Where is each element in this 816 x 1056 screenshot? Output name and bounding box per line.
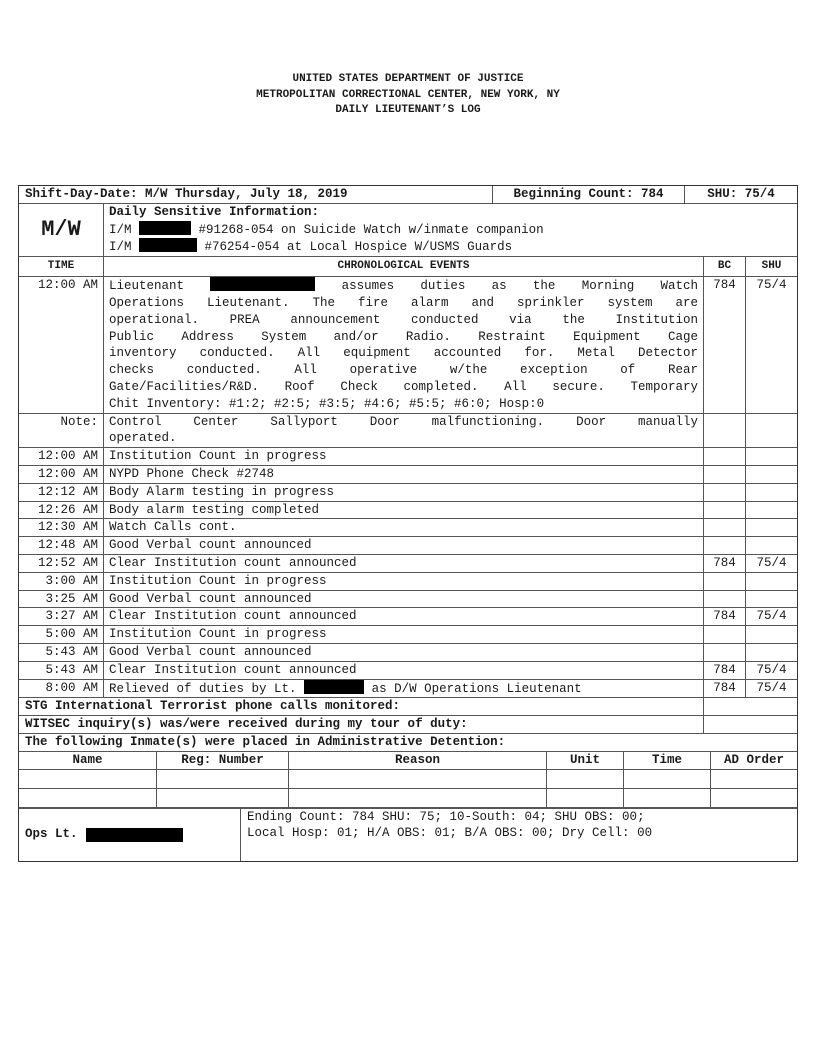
column-header-row (19, 257, 797, 277)
note-row (19, 414, 797, 449)
entry-shu (746, 502, 797, 519)
witsec-row (19, 716, 797, 734)
log-entry (19, 573, 797, 591)
entry-bc (704, 502, 746, 519)
entry-bc: 784 (704, 662, 746, 679)
ops-lt-label: Ops Lt. (25, 827, 78, 842)
entry-shu: 75/4 (756, 609, 787, 624)
entry-event: Institution Count in progress (104, 626, 704, 643)
ad-title: The following Inmate(s) were placed in Administrative Detention: (25, 734, 506, 749)
stg-row (19, 698, 797, 716)
note-line-2: operated. (109, 431, 177, 446)
first-entry-line: operational. PREA announcement conducted via the Institution (109, 312, 698, 327)
document-header (0, 72, 816, 119)
entry-bc (704, 591, 746, 608)
note-text (104, 414, 704, 448)
relieved-prefix: Relieved of duties by Lt. (109, 681, 297, 696)
first-entry-line: Chit Inventory: #1:2; #2:5; #3:5; #4:6; #5:5; #6:0; Hosp:0 (109, 396, 545, 411)
entry-shu: 75/4 (756, 555, 787, 570)
entry-bc (704, 537, 746, 554)
entry-shu (746, 573, 797, 590)
first-entry-line: Operations Lieutenant. The fire alarm and sprinkler system are (109, 295, 698, 310)
entry-bc (704, 448, 746, 465)
ad-col-time: Time (624, 752, 711, 769)
sensitive-line-1 (109, 221, 792, 239)
log-entry-first (19, 277, 797, 413)
entry-time: 12:00 AM (19, 448, 104, 465)
entry-bc (704, 519, 746, 536)
entry-bc (704, 484, 746, 501)
ad-col-name: Name (19, 752, 157, 769)
header-line-3: DAILY LIEUTENANT’S LOG (335, 104, 481, 116)
log-entry (19, 662, 797, 680)
stg-text: STG International Terrorist phone calls monitored: (19, 698, 704, 715)
ad-cell (289, 770, 547, 788)
sensitive-line-2-text: #76254-054 at Local Hospice W/USMS Guards (204, 240, 513, 255)
shu-count: SHU: 75/4 (707, 187, 775, 201)
col-bc: BC (704, 257, 746, 276)
entry-shu: 75/4 (756, 278, 787, 293)
ad-empty-row (19, 770, 797, 789)
entry-time: 12:12 AM (19, 484, 104, 501)
entry-bc: 784 (704, 608, 746, 625)
shift-row (19, 186, 797, 204)
footer-row (19, 808, 797, 861)
sensitive-line-1-prefix: I/M (109, 222, 132, 237)
entry-time: 12:30 AM (19, 519, 104, 536)
col-events: CHRONOLOGICAL EVENTS (104, 257, 704, 276)
ad-col-order: AD Order (723, 752, 784, 767)
log-entry (19, 608, 797, 626)
first-entry-prefix: Lieutenant (109, 279, 185, 294)
log-entry (19, 555, 797, 573)
note-bc (704, 414, 746, 448)
log-entry (19, 591, 797, 609)
redaction-bar (86, 828, 183, 842)
ad-cell (711, 789, 797, 807)
entry-event: Institution Count in progress (104, 448, 704, 465)
ad-empty-row (19, 789, 797, 808)
entry-event: Body alarm testing completed (104, 502, 704, 519)
entry-event (104, 680, 704, 698)
entry-shu (746, 537, 797, 554)
first-entry-line: Public Address System and/or Radio. Restraint Equipment Cage (109, 329, 698, 344)
entry-event: Clear Institution count announced (104, 608, 704, 625)
entry-bc: 784 (704, 680, 746, 698)
sensitive-row (19, 204, 797, 257)
log-entry (19, 448, 797, 466)
entry-event (104, 277, 704, 412)
entry-shu (746, 519, 797, 536)
log-entry (19, 626, 797, 644)
note-line-1: Control Center Sallyport Door malfunctioning. Door manually (109, 414, 698, 429)
ending-count-line-1: Ending Count: 784 SHU: 75; 10-South: 04; SHU OBS: 00; (247, 809, 645, 824)
entry-time: 3:00 AM (19, 573, 104, 590)
stg-value (704, 698, 797, 715)
entry-shu (746, 591, 797, 608)
redaction-bar (210, 277, 315, 291)
first-entry-line: inventory conducted. All equipment accounted for. Metal Detector (109, 346, 698, 361)
shift-day-date: Shift-Day-Date: M/W Thursday, July 18, 2019 (19, 186, 493, 203)
ad-col-unit: Unit (547, 752, 624, 769)
entry-time: 12:00 AM (19, 277, 104, 412)
entry-time: 12:26 AM (19, 502, 104, 519)
witsec-text: WITSEC inquiry(s) was/were received during my tour of duty: (19, 716, 704, 733)
relieved-suffix: as D/W Operations Lieutenant (371, 681, 582, 696)
ad-cell (19, 770, 157, 788)
redaction-bar (304, 680, 364, 694)
log-entry (19, 519, 797, 537)
ad-col-reason: Reason (289, 752, 547, 769)
sensitive-line-2 (109, 238, 792, 256)
entry-event: Body Alarm testing in progress (104, 484, 704, 501)
entry-time: 12:00 AM (19, 466, 104, 483)
ad-cell (624, 789, 711, 807)
ops-lt-cell (19, 809, 241, 861)
entry-event: Clear Institution count announced (104, 555, 704, 572)
entry-event: Watch Calls cont. (104, 519, 704, 536)
ad-cell (157, 770, 289, 788)
sensitive-line-1-text: #91268-054 on Suicide Watch w/inmate companion (198, 222, 544, 237)
header-line-2: METROPOLITAN CORRECTIONAL CENTER, NEW YORK, NY (256, 88, 560, 101)
shift-code: M/W (19, 204, 104, 256)
ad-cell (547, 789, 624, 807)
col-time: TIME (19, 257, 104, 276)
note-shu (746, 414, 797, 448)
ad-col-reg: Reg: Number (157, 752, 289, 769)
entry-time: 8:00 AM (19, 680, 104, 698)
entry-shu (746, 466, 797, 483)
log-entry (19, 484, 797, 502)
redaction-bar (139, 238, 197, 252)
note-label: Note: (19, 414, 104, 448)
entry-event: NYPD Phone Check #2748 (104, 466, 704, 483)
entry-bc: 784 (704, 555, 746, 572)
entry-bc: 784 (704, 277, 746, 412)
log-entry (19, 466, 797, 484)
entry-time: 3:27 AM (19, 608, 104, 625)
entry-shu: 75/4 (756, 680, 787, 695)
entry-time: 12:52 AM (19, 555, 104, 572)
entry-bc (704, 626, 746, 643)
entry-event: Institution Count in progress (104, 573, 704, 590)
entry-bc (704, 644, 746, 661)
relieved-row (19, 680, 797, 699)
log-entry (19, 644, 797, 662)
ending-count-cell (241, 809, 797, 861)
entry-time: 12:48 AM (19, 537, 104, 554)
ad-cell (19, 789, 157, 807)
beginning-count: Beginning Count: 784 (493, 186, 685, 203)
entry-time: 5:00 AM (19, 626, 104, 643)
entry-event: Clear Institution count announced (104, 662, 704, 679)
entry-event: Good Verbal count announced (104, 644, 704, 661)
sensitive-line-2-prefix: I/M (109, 240, 132, 255)
entry-shu (746, 644, 797, 661)
daily-log-table (18, 185, 798, 862)
first-entry-line (109, 277, 698, 295)
entry-event: Good Verbal count announced (104, 537, 704, 554)
entry-bc (704, 573, 746, 590)
entry-shu (746, 626, 797, 643)
entry-shu: 75/4 (756, 662, 787, 677)
ad-cell (624, 770, 711, 788)
header-line-1: UNITED STATES DEPARTMENT OF JUSTICE (292, 73, 524, 85)
ad-header-row (19, 752, 797, 770)
entry-time: 3:25 AM (19, 591, 104, 608)
entry-time: 5:43 AM (19, 662, 104, 679)
col-shu: SHU (761, 260, 782, 273)
first-entry-line: checks conducted. All operative w/the exception of Rear (109, 363, 698, 378)
entry-bc (704, 466, 746, 483)
ending-count-line-2: Local Hosp: 01; H/A OBS: 01; B/A OBS: 00; Dry Cell: 00 (247, 826, 653, 841)
ad-title-row (19, 734, 797, 752)
log-entry (19, 537, 797, 555)
ad-cell (711, 770, 797, 788)
first-entry-line: Gate/Facilities/R&D. Roof Check completed. All secure. Temporary (109, 379, 698, 394)
witsec-value (704, 716, 797, 733)
ad-cell (157, 789, 289, 807)
sensitive-title: Daily Sensitive Information: (109, 204, 320, 219)
first-entry-line1-text: assumes duties as the Morning Watch (341, 279, 698, 294)
ad-cell (289, 789, 547, 807)
entry-time: 5:43 AM (19, 644, 104, 661)
sensitive-info (104, 204, 797, 256)
log-entry (19, 502, 797, 520)
entry-shu (746, 448, 797, 465)
ad-cell (547, 770, 624, 788)
entry-event: Good Verbal count announced (104, 591, 704, 608)
redaction-bar (139, 221, 191, 235)
entry-shu (746, 484, 797, 501)
